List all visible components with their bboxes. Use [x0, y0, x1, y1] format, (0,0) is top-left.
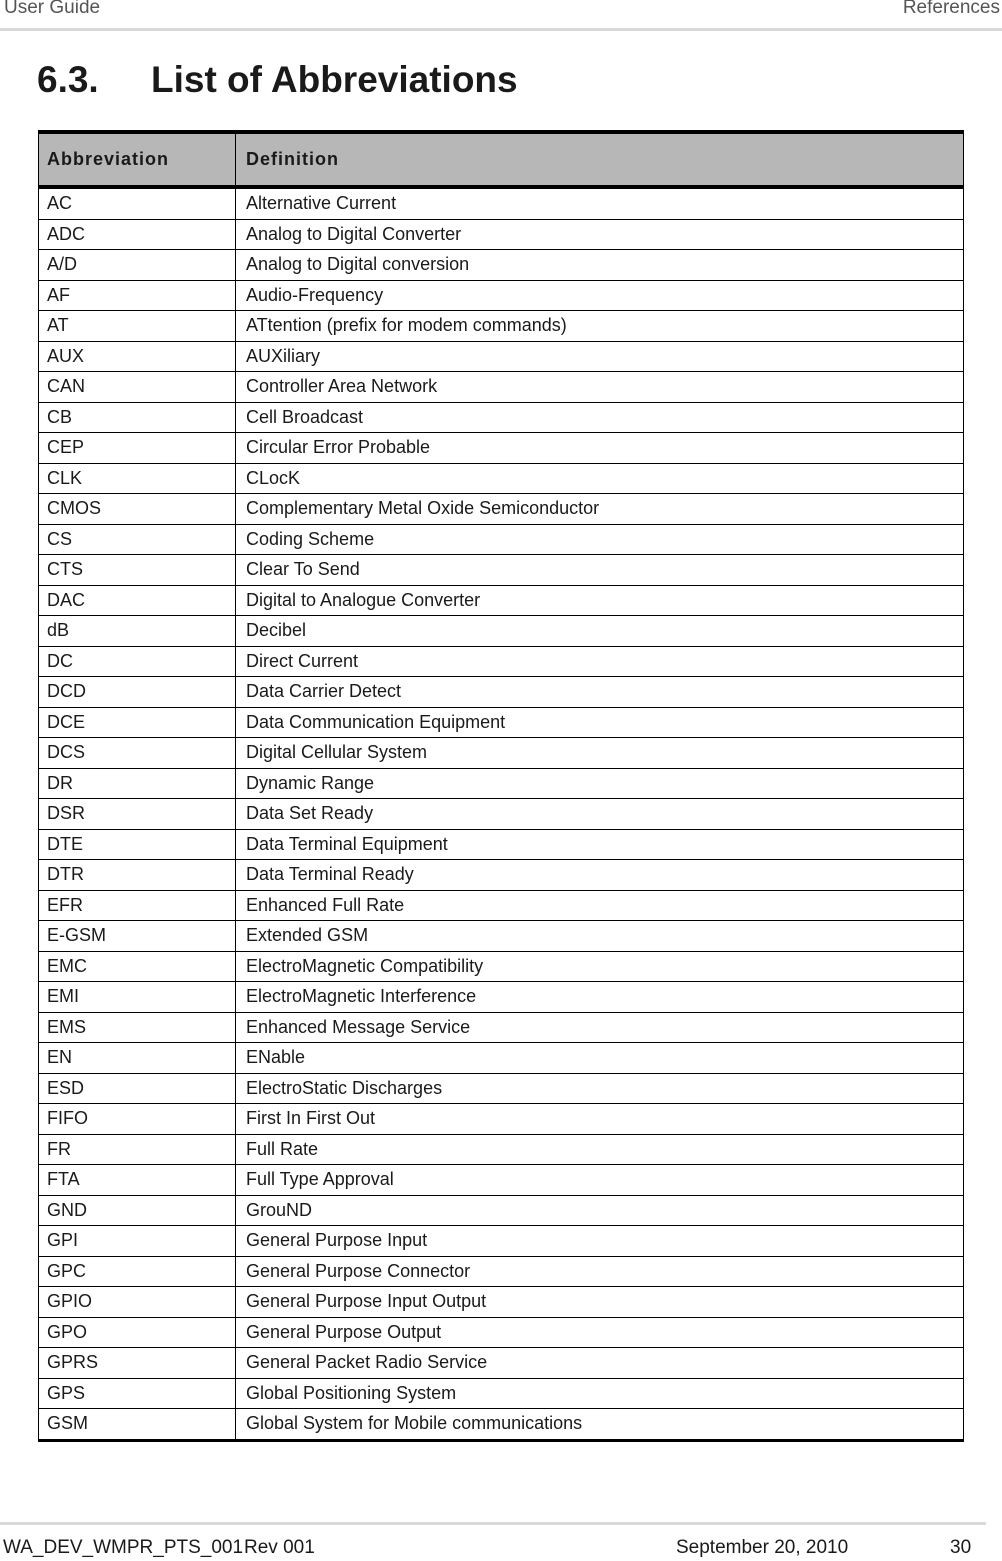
header-doc-type: User Guide [4, 0, 101, 18]
abbreviation-cell: FIFO [39, 1104, 236, 1135]
abbreviation-cell: EMS [39, 1012, 236, 1043]
section-number: 6.3. [37, 59, 99, 100]
abbreviation-cell: GPRS [39, 1348, 236, 1379]
abbreviation-cell: CMOS [39, 494, 236, 525]
abbreviation-cell: CLK [39, 463, 236, 494]
table-row [39, 646, 964, 677]
definition-cell: Clear To Send [236, 555, 964, 586]
definition-cell: Digital to Analogue Converter [236, 585, 964, 616]
table-row [39, 707, 964, 738]
table-row [39, 524, 964, 555]
abbreviation-cell: EMC [39, 951, 236, 982]
table-row [39, 372, 964, 403]
definition-cell: Cell Broadcast [236, 402, 964, 433]
definition-cell: Data Communication Equipment [236, 707, 964, 738]
table-row [39, 585, 964, 616]
abbreviation-cell: AT [39, 311, 236, 342]
table-row [39, 1104, 964, 1135]
abbreviation-cell: GSM [39, 1409, 236, 1441]
table-row [39, 1226, 964, 1257]
table-row [39, 187, 964, 219]
table-body [39, 187, 964, 1440]
table-row [39, 219, 964, 250]
definition-cell: Decibel [236, 616, 964, 647]
definition-cell: CLocK [236, 463, 964, 494]
table-row [39, 951, 964, 982]
definition-cell: Digital Cellular System [236, 738, 964, 769]
table-row [39, 982, 964, 1013]
table-row [39, 829, 964, 860]
definition-cell: Analog to Digital conversion [236, 250, 964, 281]
table-row [39, 1195, 964, 1226]
definition-cell: Circular Error Probable [236, 433, 964, 464]
table-row [39, 1378, 964, 1409]
table-row [39, 1348, 964, 1379]
table-row [39, 1073, 964, 1104]
table-row [39, 1043, 964, 1074]
abbreviation-cell: EFR [39, 890, 236, 921]
table-row [39, 463, 964, 494]
definition-cell: General Packet Radio Service [236, 1348, 964, 1379]
column-header-abbreviation: Abbreviation [39, 132, 236, 187]
abbreviation-cell: EN [39, 1043, 236, 1074]
definition-cell: Data Terminal Equipment [236, 829, 964, 860]
abbreviation-cell: FTA [39, 1165, 236, 1196]
abbreviation-cell: DAC [39, 585, 236, 616]
abbreviation-cell: CAN [39, 372, 236, 403]
abbreviation-cell: dB [39, 616, 236, 647]
definition-cell: Audio-Frequency [236, 280, 964, 311]
abbreviation-cell: A/D [39, 250, 236, 281]
table-row [39, 1317, 964, 1348]
abbreviation-cell: DTR [39, 860, 236, 891]
table-row [39, 890, 964, 921]
table-row [39, 1409, 964, 1441]
table-row [39, 1134, 964, 1165]
definition-cell: General Purpose Output [236, 1317, 964, 1348]
footer-date: September 20, 2010 [676, 1537, 849, 1558]
abbreviation-cell: ADC [39, 219, 236, 250]
definition-cell: AUXiliary [236, 341, 964, 372]
definition-cell: Global Positioning System [236, 1378, 964, 1409]
table-row [39, 677, 964, 708]
table-row [39, 250, 964, 281]
table-row [39, 738, 964, 769]
abbreviation-cell: DC [39, 646, 236, 677]
abbreviation-cell: DSR [39, 799, 236, 830]
definition-cell: Enhanced Full Rate [236, 890, 964, 921]
table-row [39, 402, 964, 433]
table-header-row [39, 132, 964, 187]
abbreviation-cell: GPS [39, 1378, 236, 1409]
definition-cell: First In First Out [236, 1104, 964, 1135]
table-row [39, 1256, 964, 1287]
abbreviation-cell: CS [39, 524, 236, 555]
table-row [39, 555, 964, 586]
abbreviation-cell: DCD [39, 677, 236, 708]
definition-cell: Dynamic Range [236, 768, 964, 799]
definition-cell: GrouND [236, 1195, 964, 1226]
abbreviation-cell: AF [39, 280, 236, 311]
table-row [39, 1012, 964, 1043]
definition-cell: ElectroMagnetic Interference [236, 982, 964, 1013]
definition-cell: Full Rate [236, 1134, 964, 1165]
definition-cell: Complementary Metal Oxide Semiconductor [236, 494, 964, 525]
abbreviation-cell: AUX [39, 341, 236, 372]
abbreviation-cell: GPO [39, 1317, 236, 1348]
table-row [39, 768, 964, 799]
footer-doc-id: WA_DEV_WMPR_PTS_001 [3, 1537, 244, 1558]
definition-cell: Extended GSM [236, 921, 964, 952]
definition-cell: ElectroMagnetic Compatibility [236, 951, 964, 982]
abbreviation-cell: DR [39, 768, 236, 799]
definition-cell: Enhanced Message Service [236, 1012, 964, 1043]
footer-divider [0, 1522, 986, 1525]
abbreviation-cell: ESD [39, 1073, 236, 1104]
abbreviation-cell: E-GSM [39, 921, 236, 952]
table-row [39, 1287, 964, 1318]
table-row [39, 1165, 964, 1196]
definition-cell: ENable [236, 1043, 964, 1074]
definition-cell: Alternative Current [236, 187, 964, 219]
abbreviation-cell: CEP [39, 433, 236, 464]
definition-cell: Full Type Approval [236, 1165, 964, 1196]
footer-page-number: 30 [950, 1537, 972, 1558]
table-row [39, 311, 964, 342]
definition-cell: Coding Scheme [236, 524, 964, 555]
table-row [39, 280, 964, 311]
abbreviations-table [38, 130, 964, 1442]
definition-cell: Data Set Ready [236, 799, 964, 830]
abbreviation-cell: AC [39, 187, 236, 219]
definition-cell: Data Carrier Detect [236, 677, 964, 708]
definition-cell: Controller Area Network [236, 372, 964, 403]
definition-cell: Analog to Digital Converter [236, 219, 964, 250]
abbreviation-cell: CTS [39, 555, 236, 586]
definition-cell: ATtention (prefix for modem commands) [236, 311, 964, 342]
abbreviation-cell: DCE [39, 707, 236, 738]
definition-cell: General Purpose Connector [236, 1256, 964, 1287]
abbreviation-cell: GPIO [39, 1287, 236, 1318]
abbreviation-cell: EMI [39, 982, 236, 1013]
abbreviation-cell: GND [39, 1195, 236, 1226]
table-row [39, 433, 964, 464]
definition-cell: Data Terminal Ready [236, 860, 964, 891]
header-section-name: References [902, 0, 1000, 18]
definition-cell: General Purpose Input [236, 1226, 964, 1257]
abbreviation-cell: GPC [39, 1256, 236, 1287]
abbreviation-cell: CB [39, 402, 236, 433]
table-row [39, 921, 964, 952]
header-divider [0, 28, 1002, 31]
table-row [39, 616, 964, 647]
abbreviation-cell: DCS [39, 738, 236, 769]
abbreviation-cell: DTE [39, 829, 236, 860]
table-row [39, 799, 964, 830]
definition-cell: General Purpose Input Output [236, 1287, 964, 1318]
definition-cell: ElectroStatic Discharges [236, 1073, 964, 1104]
definition-cell: Direct Current [236, 646, 964, 677]
abbreviation-cell: GPI [39, 1226, 236, 1257]
table-row [39, 494, 964, 525]
section-title: List of Abbreviations [151, 59, 518, 100]
abbreviation-cell: FR [39, 1134, 236, 1165]
table-row [39, 341, 964, 372]
page-title [37, 59, 518, 101]
footer-revision: Rev 001 [244, 1537, 315, 1558]
column-header-definition: Definition [236, 132, 964, 187]
table-row [39, 860, 964, 891]
definition-cell: Global System for Mobile communications [236, 1409, 964, 1441]
